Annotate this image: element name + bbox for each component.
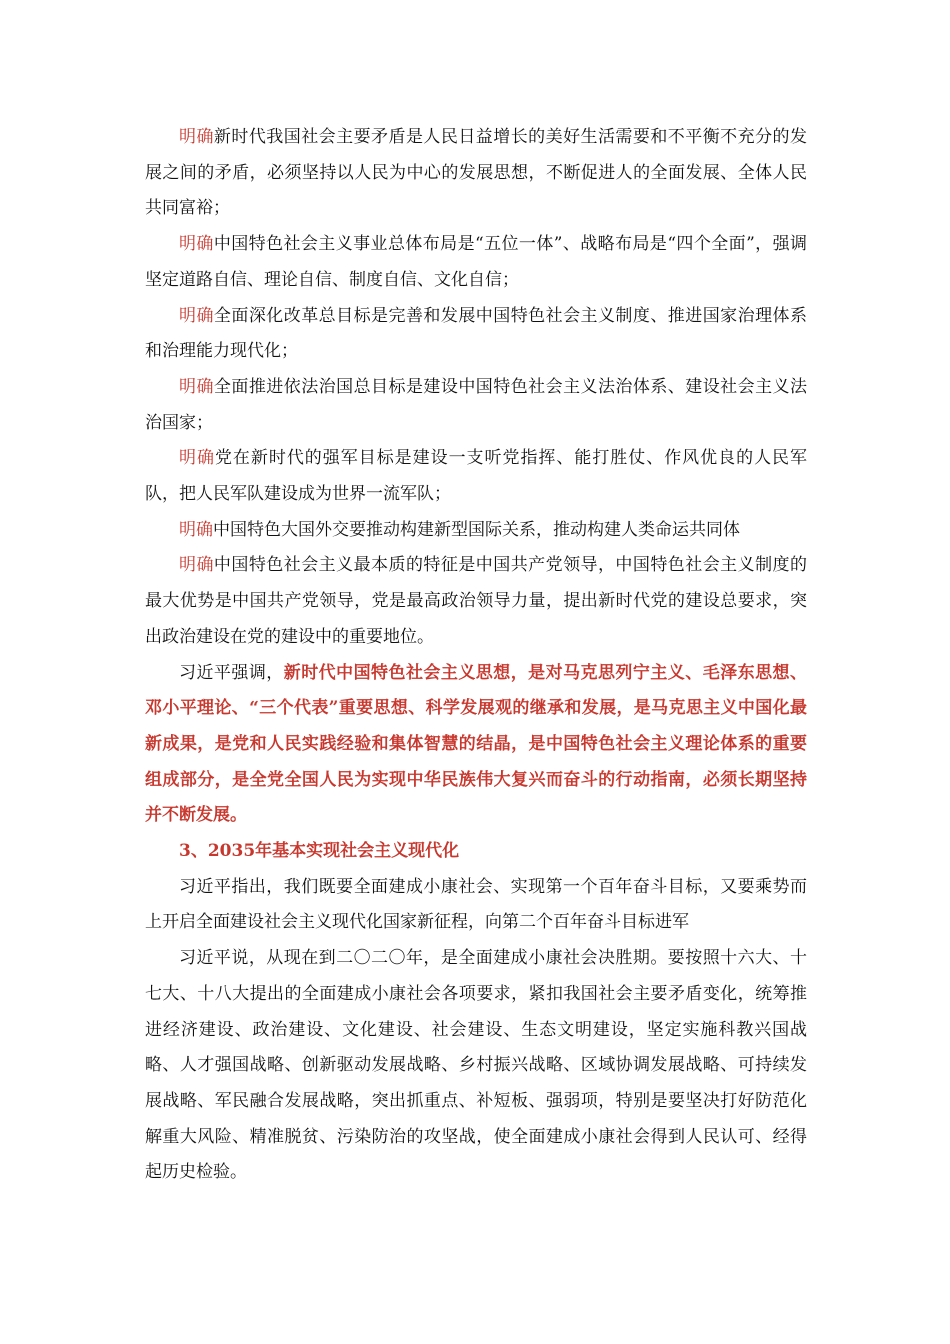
clarify-text: 中国特色社会主义事业总体布局是“五位一体”、战略布局是“四个全面”，强调坚定道路自信、理论自信、制度自信、文化自信； (145, 234, 808, 290)
clarify-paragraph-4 (145, 370, 807, 441)
clarify-paragraph-2 (145, 227, 807, 298)
clarify-lead: 明确 (179, 555, 214, 576)
body-paragraph-1: 习近平指出，我们既要全面建成小康社会、实现第一个百年奋斗目标，又要乘势而上开启全面建设社会主义现代化国家新征程，向第二个百年奋斗目标进军 (145, 876, 807, 933)
clarify-text: 党在新时代的强军目标是建设一支听党指挥、能打胜仗、作风优良的人民军队，把人民军队建设成为世界一流军队； (145, 448, 808, 505)
clarify-paragraph-1 (145, 120, 807, 227)
clarify-paragraph-5 (145, 441, 807, 512)
clarify-text: 全面推进依法治国总目标是建设中国特色社会主义法治体系、建设社会主义法治国家； (145, 376, 808, 433)
clarify-paragraph-3 (145, 299, 807, 370)
body-paragraph-2: 习近平说，从现在到二〇二〇年，是全面建成小康社会决胜期。要按照十六大、十七大、十八大提出的全面建成小康社会各项要求，紧扣我国社会主要矛盾变化，统筹推进经济建设、政治建设、文化建设、社会建设、生态文明建设，坚定实施科教兴国战略、人才强国战略、创新驱动发展战略、乡村振兴战略、区域协调发展战略、可持续发展战略、军民融合发展战略，突出抓重点、补短板、强弱项，特别是要坚决打好防范化解重大风险、精准脱贫、污染防治的攻坚战，使全面建成小康社会得到人民认可、经得起历史检验。 (145, 948, 807, 1183)
clarify-paragraph-7 (145, 548, 807, 655)
clarify-lead: 明确 (179, 448, 215, 469)
clarify-lead: 明确 (179, 127, 214, 147)
quote-paragraph (145, 656, 807, 835)
document-body (145, 120, 807, 1191)
clarify-lead: 明确 (179, 305, 214, 326)
clarify-text: 中国特色社会主义最本质的特征是中国共产党领导，中国特色社会主义制度的最大优势是中国共产党领导，党是最高政治领导力量，提出新时代党的建设总要求，突出政治建设在党的建设中的重要地位。 (145, 555, 808, 647)
clarify-text: 全面深化改革总目标是完善和发展中国特色社会主义制度、推进国家治理体系和治理能力现代化； (145, 305, 808, 362)
clarify-text: 新时代我国社会主要矛盾是人民日益增长的美好生活需要和不平衡不充分的发展之间的矛盾，必须坚持以人民为中心的发展思想，不断促进人的全面发展、全体人民共同富裕； (145, 127, 808, 219)
clarify-text: 中国特色大国外交要推动构建新型国际关系，推动构建人类命运共同体 (213, 519, 740, 540)
clarify-paragraph-6 (145, 513, 807, 549)
quote-text: 新时代中国特色社会主义思想，是对马克思列宁主义、毛泽东思想、邓小平理论、“三个代表”重要思想、科学发展观的继承和发展，是马克思主义中国化最新成果，是党和人民实践经验和集体智慧的结晶，是中国特色社会主义理论体系的重要组成部分，是全党全国人民为实现中华民族伟大复兴而奋斗的行动指南，必须长期坚持并不断发展。 (145, 662, 808, 826)
clarify-lead: 明确 (179, 376, 214, 397)
clarify-lead: 明确 (179, 234, 214, 255)
quote-intro: 习近平强调， (179, 662, 284, 683)
section-heading: 3、2035年基本实现社会主义现代化 (179, 841, 460, 862)
clarify-lead: 明确 (179, 519, 213, 540)
